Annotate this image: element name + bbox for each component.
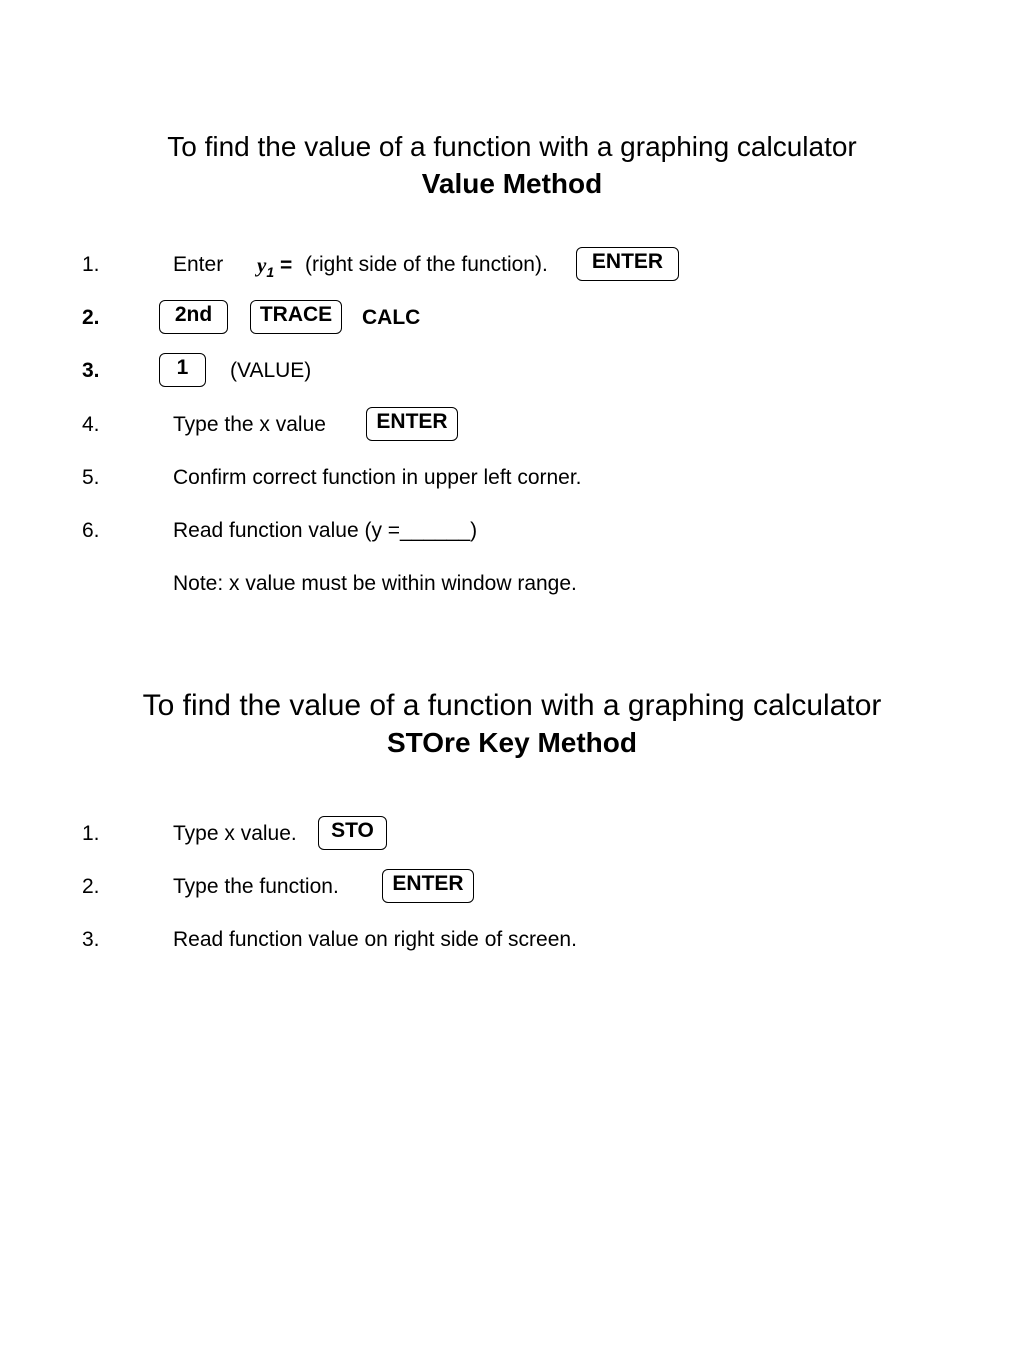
- step-text: Type the x value: [173, 413, 326, 436]
- step-number: 3.: [82, 928, 100, 951]
- step-text: Read function value on right side of screen.: [173, 928, 577, 951]
- trace-key: TRACE: [250, 300, 342, 334]
- value-label: (VALUE): [230, 359, 312, 382]
- step-text: Confirm correct function in upper left corner.: [173, 466, 582, 489]
- step-number: 1.: [82, 253, 100, 276]
- value-step-2: [0, 300, 1024, 336]
- step-number: 4.: [82, 413, 100, 436]
- store-step-2: [0, 869, 1024, 905]
- enter-key: ENTER: [366, 407, 458, 441]
- store-method-subtitle: STOre Key Method: [387, 727, 637, 758]
- step-text: Read function value (y =______): [173, 519, 478, 542]
- second-key: 2nd: [159, 300, 228, 334]
- store-method-title: To find the value of a function with a graphing calculator: [142, 689, 882, 722]
- value-step-1: [0, 247, 1024, 283]
- sto-key: STO: [318, 816, 387, 850]
- y-variable: y: [257, 253, 267, 277]
- calc-label: CALC: [362, 306, 421, 329]
- step-text: Enter: [173, 253, 224, 276]
- step-number: 2.: [82, 306, 100, 329]
- store-step-1: [0, 816, 1024, 852]
- store-step-3: [0, 922, 1024, 958]
- step-number: 1.: [82, 822, 100, 845]
- value-step-6: [0, 513, 1024, 549]
- value-step-5: [0, 460, 1024, 496]
- enter-key: ENTER: [382, 869, 474, 903]
- one-key: 1: [159, 353, 206, 387]
- value-note: [0, 566, 1024, 602]
- y1-expression: [257, 253, 292, 278]
- value-method-subtitle: Value Method: [421, 168, 603, 199]
- step-number: 3.: [82, 359, 100, 382]
- step-number: 6.: [82, 519, 100, 542]
- step-number: 5.: [82, 466, 100, 489]
- value-step-3: [0, 353, 1024, 389]
- note-text: Note: x value must be within window range.: [173, 572, 577, 595]
- step-text: Type the function.: [173, 875, 339, 898]
- enter-key: ENTER: [576, 247, 679, 281]
- value-method-title: To find the value of a function with a graphing calculator: [167, 131, 857, 162]
- equals-sign: =: [279, 254, 293, 277]
- y-subscript: 1: [266, 264, 275, 280]
- step-text-rest: (right side of the function).: [305, 253, 548, 276]
- step-number: 2.: [82, 875, 100, 898]
- step-text: Type x value.: [173, 822, 297, 845]
- value-step-4: [0, 407, 1024, 443]
